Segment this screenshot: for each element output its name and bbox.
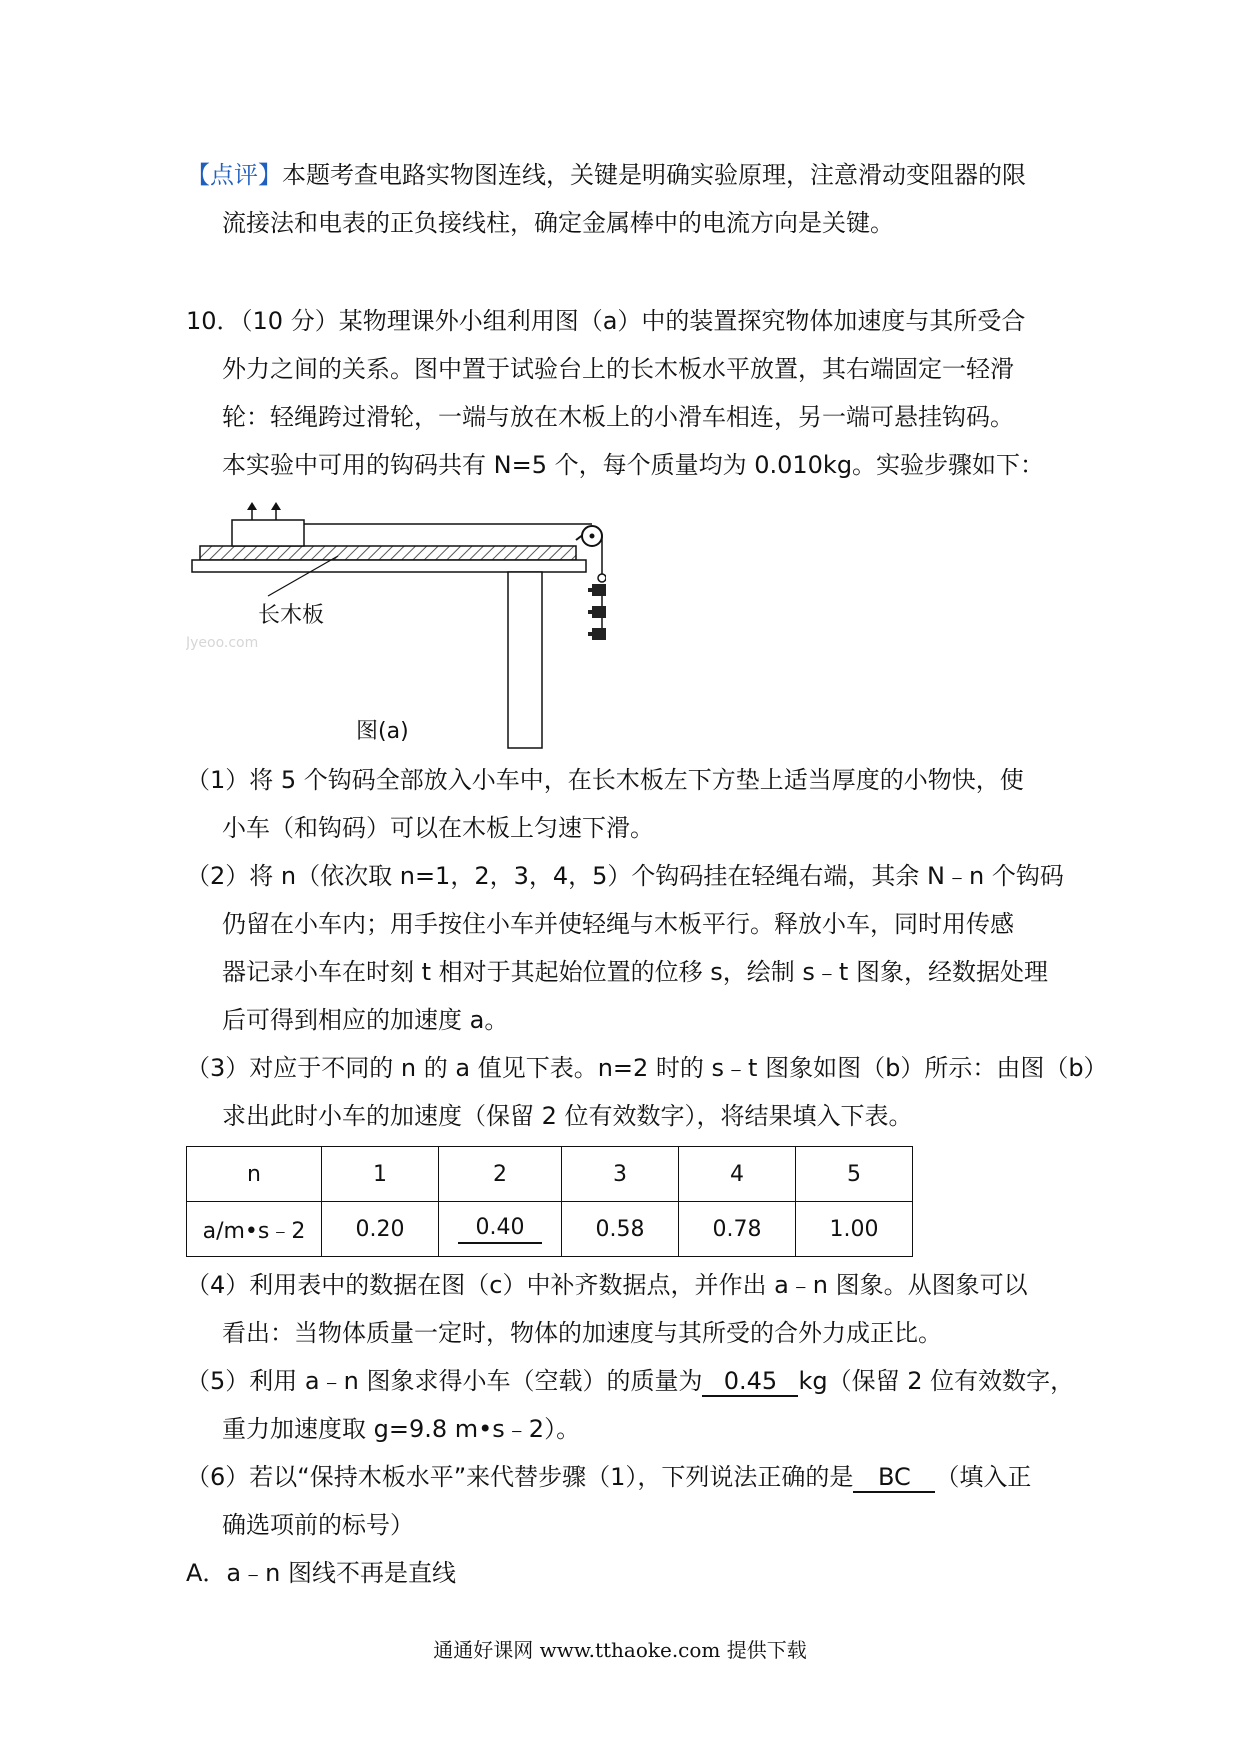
step5-text-pre: （5）利用 a﹣n 图象求得小车（空载）的质量为: [186, 1367, 703, 1395]
table-cell-a: 1.00: [796, 1202, 913, 1257]
comment-line-1: [186, 158, 1026, 192]
question-line-3: 轮：轻绳跨过滑轮，一端与放在木板上的小滑车相连，另一端可悬挂钩码。: [222, 403, 1014, 431]
long-board: [200, 546, 576, 560]
table-row-n: [187, 1147, 913, 1202]
step6-line-2: 确选项前的标号）: [222, 1511, 414, 1539]
table-row-a: [187, 1202, 913, 1257]
table-cell-a: 0.20: [322, 1202, 439, 1257]
watermark: Jyeoo.com: [186, 635, 259, 651]
step2-line-1: （2）将 n（依次取 n=1，2，3，4，5）个钩码挂在轻绳右端，其余 N﹣n 个钩码: [186, 862, 1064, 890]
step1-line-1: （1）将 5 个钩码全部放入小车中，在长木板左下方垫上适当厚度的小物快，使: [186, 766, 1024, 794]
table-header-n: n: [187, 1147, 322, 1202]
table-cell-a: 0.78: [679, 1202, 796, 1257]
answer-mass: 0.45: [702, 1367, 798, 1397]
table-cell-n: 1: [322, 1147, 439, 1202]
step4-line-2: 看出：当物体质量一定时，物体的加速度与其所受的合外力成正比。: [222, 1319, 942, 1347]
step2-line-3: 器记录小车在时刻 t 相对于其起始位置的位移 s，绘制 s﹣t 图象，经数据处理: [222, 958, 1048, 986]
question-line-2: 外力之间的关系。图中置于试验台上的长木板水平放置，其右端固定一轻滑: [222, 355, 1014, 383]
table-cell-n: 4: [679, 1147, 796, 1202]
figure-a: [186, 492, 606, 754]
table-header-a: a/m•s﹣2: [187, 1202, 322, 1257]
step5-line-1: [186, 1364, 1074, 1398]
comment-line-2: 流接法和电表的正负接线柱，确定金属棒中的电流方向是关键。: [222, 209, 894, 237]
figure-caption: 图(a): [356, 719, 409, 744]
step1-line-2: 小车（和钩码）可以在木板上匀速下滑。: [222, 814, 654, 842]
answer-a-n2: 0.40: [458, 1214, 543, 1244]
question-line-4: 本实验中可用的钩码共有 N=5 个，每个质量均为 0.010kg。实验步骤如下：: [222, 451, 1045, 479]
question-line-1: 10．（10 分）某物理课外小组利用图（a）中的装置探究物体加速度与其所受合: [186, 307, 1026, 335]
step3-line-1: （3）对应于不同的 n 的 a 值见下表。n=2 时的 s﹣t 图象如图（b）所示：由图（b）: [186, 1054, 1108, 1082]
table-cell-a: 0.58: [562, 1202, 679, 1257]
table-cell-n: 2: [439, 1147, 562, 1202]
data-table: [186, 1146, 913, 1257]
table-leg: [508, 572, 542, 748]
table-cell-n: 3: [562, 1147, 679, 1202]
cart: [232, 520, 304, 546]
answer-options: BC: [853, 1463, 935, 1493]
step2-line-2: 仍留在小车内；用手按住小车并使轻绳与木板平行。释放小车，同时用传感: [222, 910, 1014, 938]
comment-text-1: 本题考查电路实物图连线，关键是明确实验原理，注意滑动变阻器的限: [282, 161, 1026, 189]
step2-line-4: 后可得到相应的加速度 a。: [222, 1006, 509, 1034]
step6-text-post: （填入正: [935, 1463, 1032, 1491]
step6-line-1: [186, 1460, 1031, 1494]
table-cell-n: 5: [796, 1147, 913, 1202]
table-top: [192, 560, 586, 572]
board-label: 长木板: [258, 603, 325, 628]
comment-tag: 【点评】: [186, 161, 282, 189]
step4-line-1: （4）利用表中的数据在图（c）中补齐数据点，并作出 a﹣n 图象。从图象可以: [186, 1271, 1028, 1299]
page-footer: 通通好课网 www.tthaoke.com 提供下载: [433, 1638, 807, 1662]
step3-line-2: 求出此时小车的加速度（保留 2 位有效数字），将结果填入下表。: [222, 1102, 913, 1130]
step5-text-post: kg（保留 2 位有效数字，: [798, 1367, 1075, 1395]
table-cell-a-answer: [439, 1202, 562, 1257]
cart-weight-icons: [247, 502, 281, 520]
step6-text-pre: （6）若以“保持木板水平”来代替步骤（1），下列说法正确的是: [186, 1463, 854, 1491]
option-a: A．a﹣n 图线不再是直线: [186, 1559, 456, 1587]
hanging-weights: [588, 574, 606, 640]
step5-line-2: 重力加速度取 g=9.8 m•s﹣2）。: [222, 1415, 581, 1443]
